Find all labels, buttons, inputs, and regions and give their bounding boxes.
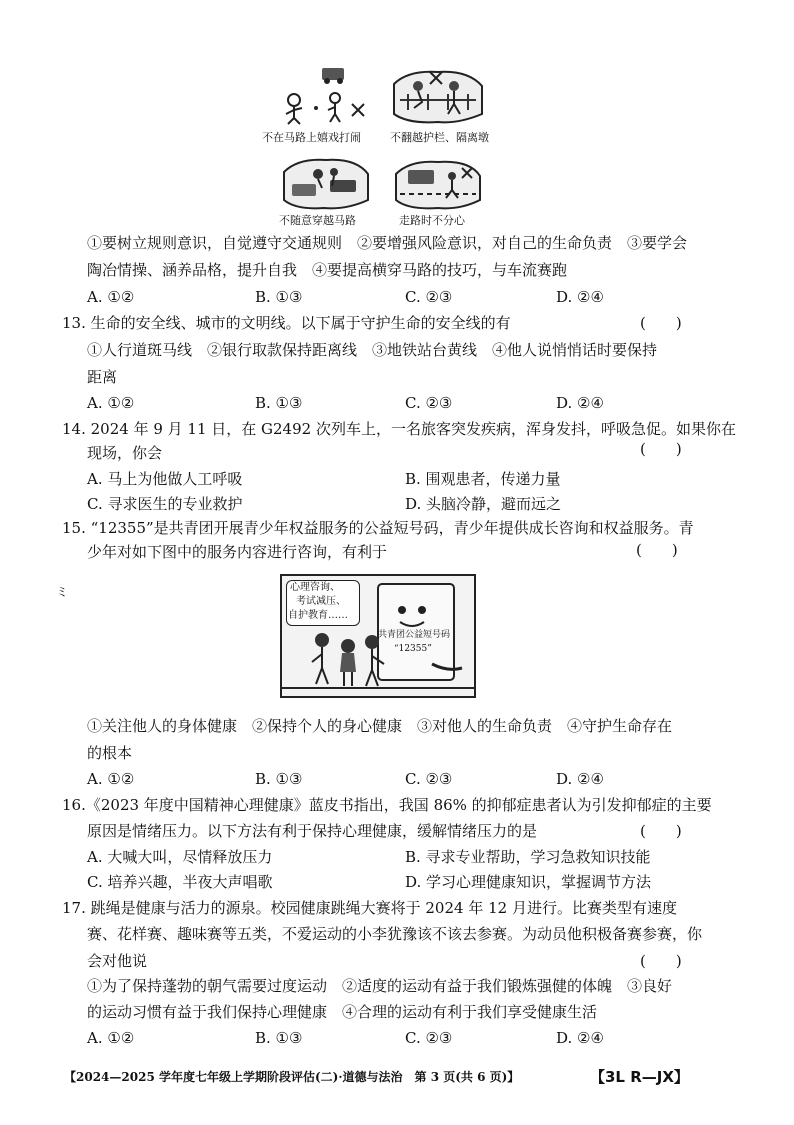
q12-option-d[interactable]: D. ②④: [556, 288, 604, 306]
q15-stem-line2: 少年对如下图中的服务内容进行咨询，有利于: [87, 543, 388, 561]
q12-option-c[interactable]: C. ②③: [405, 288, 453, 306]
q17-option-c[interactable]: C. ②③: [405, 1029, 453, 1047]
q14-stem-line1: 14. 2024 年 9 月 11 日，在 G2492 次列车上，一名旅客突发疾病，浑身发抖，呼吸急促。如果你在: [62, 420, 736, 438]
q13-option-a[interactable]: A. ①②: [87, 394, 135, 412]
q17-option-d[interactable]: D. ②④: [556, 1029, 604, 1047]
exam-code: 【3L R—JX】: [590, 1068, 689, 1086]
sign-line2: “12355”: [394, 644, 432, 654]
page-footer: 【2024—2025 学年度七年级上学期阶段评估(二)·道德与法治 第 3 页(共 6 页)】: [64, 1070, 520, 1084]
q13-statement-line2: 距离: [87, 368, 118, 386]
caption-4: 走路时不分心: [399, 214, 465, 227]
q16-option-b[interactable]: B. 寻求专业帮助，学习急救知识技能: [405, 848, 651, 866]
q16-answer-bracket[interactable]: ( ): [640, 822, 682, 840]
q12-option-b[interactable]: B. ①③: [255, 288, 303, 306]
q15-statement-line1: ①关注他人的身体健康 ②保持个人的身心健康 ③对他人的生命负责 ④守护生命存在: [87, 717, 673, 735]
q14-option-b[interactable]: B. 围观患者，传递力量: [405, 470, 561, 488]
q15-option-b[interactable]: B. ①③: [255, 770, 303, 788]
q17-stem-line3: 会对他说: [87, 952, 148, 970]
q13-option-b[interactable]: B. ①③: [255, 394, 303, 412]
q14-answer-bracket[interactable]: ( ): [640, 440, 682, 458]
q12-statement-line1: ①要树立规则意识，自觉遵守交通规则 ②要增强风险意识，对自己的生命负责 ③要学会: [87, 234, 688, 252]
q15-statement-line2: 的根本: [87, 744, 133, 762]
cartoon-no-crossing-randomly: [278, 154, 372, 212]
q16-stem-line2: 原因是情绪压力。以下方法有利于保持心理健康，缓解情绪压力的是: [87, 822, 538, 840]
caption-2: 不翻越护栏、隔离墩: [390, 131, 489, 144]
q14-option-c[interactable]: C. 寻求医生的专业救护: [87, 495, 243, 513]
q16-option-c[interactable]: C. 培养兴趣，半夜大声唱歌: [87, 873, 273, 891]
q12-option-a[interactable]: A. ①②: [87, 288, 135, 306]
margin-mark: ミ: [56, 585, 69, 599]
q17-statement-line1: ①为了保持蓬勃的朝气需要过度运动 ②适度的运动有益于我们锻炼强健的体魄 ③良好: [87, 977, 673, 995]
q16-stem-line1: 16.《2023 年度中国精神心理健康》蓝皮书指出，我国 86% 的抑郁症患者认为引发抑郁症的主要: [62, 796, 712, 814]
q17-option-b[interactable]: B. ①③: [255, 1029, 303, 1047]
sign-line1: 共青团公益短号码: [378, 630, 451, 640]
q13-stem: 13. 生命的安全线、城市的文明线。以下属于守护生命的安全线的有: [62, 314, 511, 332]
q13-answer-bracket[interactable]: ( ): [640, 314, 682, 332]
q15-stem-line1: 15. “12355”是共青团开展青少年权益服务的公益短号码，青少年提供成长咨询和权益服务。青: [62, 519, 694, 537]
q16-option-d[interactable]: D. 学习心理健康知识，掌握调节方法: [405, 873, 652, 891]
cartoon-no-distraction: [390, 154, 486, 212]
q17-stem-line2: 赛、花样赛、趣味赛等五类，不爱运动的小李犹豫该不该去参赛。为动员他积极备赛参赛，你: [87, 925, 703, 943]
q15-option-c[interactable]: C. ②③: [405, 770, 453, 788]
caption-3: 不随意穿越马路: [279, 214, 356, 227]
q15-option-a[interactable]: A. ①②: [87, 770, 135, 788]
q13-option-c[interactable]: C. ②③: [405, 394, 453, 412]
q15-illustration: [280, 574, 476, 698]
cartoon-no-playing-on-road: [280, 64, 376, 126]
bubble-line1: 心理咨询、: [290, 582, 340, 593]
q17-option-a[interactable]: A. ①②: [87, 1029, 135, 1047]
q13-option-d[interactable]: D. ②④: [556, 394, 604, 412]
q12-statement-line2: 陶冶情操、涵养品格，提升自我 ④要提高横穿马路的技巧，与车流赛跑: [87, 261, 568, 279]
q17-statement-line2: 的运动习惯有益于我们保持心理健康 ④合理的运动有利于我们享受健康生活: [87, 1003, 598, 1021]
q14-stem-line2: 现场，你会: [87, 444, 163, 462]
bubble-line2: 考试减压、: [296, 596, 346, 607]
bubble-line3: 自护教育……: [288, 610, 348, 621]
cartoon-no-climbing-rails: [388, 64, 488, 126]
q17-stem-line1: 17. 跳绳是健康与活力的源泉。校园健康跳绳大赛将于 2024 年 12 月进行。比赛类型有速度: [62, 899, 677, 917]
q13-statement-line1: ①人行道斑马线 ②银行取款保持距离线 ③地铁站台黄线 ④他人说悄悄话时要保持: [87, 341, 658, 359]
q16-option-a[interactable]: A. 大喊大叫，尽情释放压力: [87, 848, 273, 866]
q14-option-d[interactable]: D. 头脑冷静，避而远之: [405, 495, 562, 513]
q14-option-a[interactable]: A. 马上为他做人工呼吸: [87, 470, 243, 488]
q15-option-d[interactable]: D. ②④: [556, 770, 604, 788]
caption-1: 不在马路上嬉戏打闹: [262, 131, 361, 144]
q15-answer-bracket[interactable]: ( ): [636, 541, 678, 559]
q17-answer-bracket[interactable]: ( ): [640, 952, 682, 970]
